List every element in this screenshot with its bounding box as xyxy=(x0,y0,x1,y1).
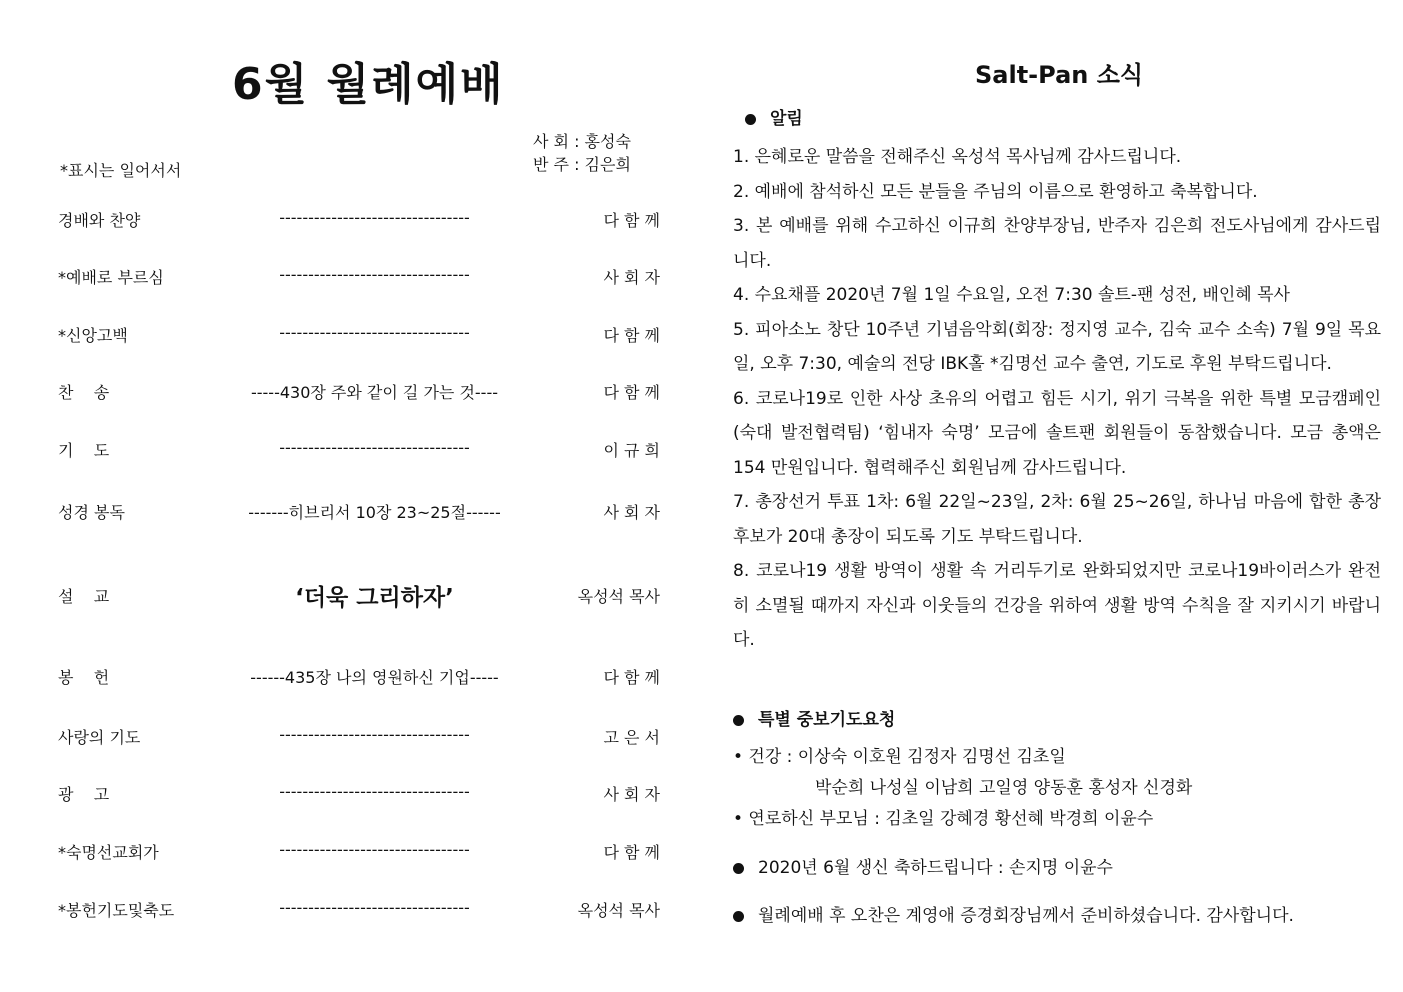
order-item-label: 성경 봉독 xyxy=(58,503,125,522)
order-item xyxy=(0,438,700,464)
notice-item: 7. 총장선거 투표 1차: 6월 22일~23일, 2차: 6월 25~26일, 하나님 마음에 합한 총장 후보가 20대 총장이 되도록 기도 부탁드립니다. xyxy=(733,492,1381,547)
order-item-detail: --------------------------------- xyxy=(279,898,470,917)
order-item-detail: --------------------------------- xyxy=(279,265,470,284)
birthday-text: 2020년 6월 생신 축하드립니다 : 손지명 이윤수 xyxy=(758,858,1113,878)
page-title: 6월 월례예배 xyxy=(232,59,505,110)
order-item-label: 기 도 xyxy=(58,441,110,460)
order-item-label: 봉 헌 xyxy=(58,668,110,687)
bullet-icon xyxy=(745,114,756,125)
order-item-detail: ------435장 나의 영원하신 기업----- xyxy=(250,668,499,687)
order-item xyxy=(0,500,700,526)
order-item-person: 사 회 자 xyxy=(603,268,660,287)
order-item-person: 이 규 희 xyxy=(603,441,660,460)
order-item xyxy=(0,323,700,349)
order-item-detail: --------------------------------- xyxy=(279,725,470,744)
order-item-person: 고 은 서 xyxy=(603,728,660,747)
order-item xyxy=(0,840,700,866)
order-item-label: 설 교 xyxy=(58,587,110,606)
leader-host: 사 회 : 홍성숙 xyxy=(533,132,631,151)
order-item-person: 다 함 께 xyxy=(603,668,660,687)
order-item-detail: --------------------------------- xyxy=(279,782,470,801)
leader-accompanist: 반 주 : 김은희 xyxy=(533,155,631,174)
lunch-text: 월례예배 후 오찬은 계영애 증경회장님께서 준비하셨습니다. 감사합니다. xyxy=(758,906,1294,926)
order-item-label: 사랑의 기도 xyxy=(58,728,141,747)
bullet-icon xyxy=(733,911,744,922)
notice-item: 6. 코로나19로 인한 사상 초유의 어렵고 힘든 시기, 위기 극복을 위한 특별 모금캠페인(숙대 발전협력팀) ‘힘내자 숙명’ 모금에 솔트팬 회원들이 동참했습니다. 모금 총액은 154 만원입니다. 협력해주신 회원님께 감사드립니다. xyxy=(733,388,1381,478)
notice-item: 3. 본 예배를 위해 수고하신 이규희 찬양부장님, 반주자 김은희 전도사님에게 감사드립니다. xyxy=(733,216,1381,271)
order-item-sermon xyxy=(0,584,700,610)
order-item-person: 다 함 께 xyxy=(603,843,660,862)
order-item-detail: -------히브리서 10장 23~25절------ xyxy=(248,503,501,522)
order-item xyxy=(0,725,700,751)
bullet-icon xyxy=(733,715,744,726)
order-item-person: 다 함 께 xyxy=(603,326,660,345)
order-item-person: 다 함 께 xyxy=(603,383,660,402)
order-item xyxy=(0,380,700,406)
leaders xyxy=(533,130,631,176)
order-item-detail: --------------------------------- xyxy=(279,323,470,342)
notice-item: 1. 은혜로운 말씀을 전해주신 옥성석 목사님께 감사드립니다. xyxy=(733,147,1182,167)
notice-item: 2. 예배에 참석하신 모든 분들을 주님의 이름으로 환영하고 축복합니다. xyxy=(733,181,1258,202)
order-item-label: *봉헌기도및축도 xyxy=(58,901,175,920)
birthday-line xyxy=(733,853,1113,878)
order-item-detail: -----430장 주와 같이 길 가는 것---- xyxy=(250,383,499,402)
order-item xyxy=(0,208,700,234)
order-item-person: 옥성석 목사 xyxy=(577,901,660,920)
order-item xyxy=(0,782,700,808)
lunch-line xyxy=(733,901,1294,926)
order-item-label: 경배와 찬양 xyxy=(58,211,141,230)
notice-heading xyxy=(745,104,803,129)
prayer-health: • 건강 : 이상숙 이호원 김정자 김명선 김초일 xyxy=(733,747,1066,767)
notice-heading-text: 알림 xyxy=(770,109,803,129)
order-item-label: *신앙고백 xyxy=(58,326,128,345)
prayer-heading-text: 특별 중보기도요청 xyxy=(758,710,896,730)
order-item-person: 다 함 께 xyxy=(603,211,660,230)
prayer-list xyxy=(733,742,1192,835)
prayer-heading xyxy=(733,705,895,730)
order-item-person: 옥성석 목사 xyxy=(577,587,660,606)
order-item-person: 사 회 자 xyxy=(603,503,660,522)
notice-list xyxy=(733,140,1381,658)
standing-note: *표시는 일어서서 xyxy=(60,161,182,180)
sermon-title: ‘더욱 그리하자’ xyxy=(295,585,454,611)
order-item-person: 사 회 자 xyxy=(603,785,660,804)
notice-item: 8. 코로나19 생활 방역이 생활 속 거리두기로 완화되었지만 코로나19바이러스가 완전히 소멸될 때까지 자신과 이웃들의 건강을 위하여 생활 방역 수칙을 잘 지키시기 바랍니다. xyxy=(733,561,1381,650)
order-item xyxy=(0,265,700,291)
news-title: Salt-Pan 소식 xyxy=(975,61,1144,89)
order-item-detail: --------------------------------- xyxy=(279,840,470,859)
order-item-label: *예배로 부르심 xyxy=(58,268,164,287)
order-item xyxy=(0,898,700,924)
bullet-icon xyxy=(733,863,744,874)
order-item-detail: --------------------------------- xyxy=(279,438,470,457)
order-item-label: 찬 송 xyxy=(58,383,110,402)
notice-item: 4. 수요채플 2020년 7월 1일 수요일, 오전 7:30 솔트-팬 성전, 배인혜 목사 xyxy=(733,285,1290,305)
prayer-health-cont: 박순희 나성실 이남희 고일영 양동훈 홍성자 신경화 xyxy=(815,778,1193,798)
notice-item: 5. 피아소노 창단 10주년 기념음악회(회장: 정지영 교수, 김숙 교수 소속) 7월 9일 목요일, 오후 7:30, 예술의 전당 IBK홀 *김명선 교수 출연, 기도로 후원 부탁드립니다. xyxy=(733,319,1381,374)
order-item-label: 광 고 xyxy=(58,785,110,804)
order-item-detail: --------------------------------- xyxy=(279,208,470,227)
prayer-elders: • 연로하신 부모님 : 김초일 강혜경 황선혜 박경희 이윤수 xyxy=(733,809,1154,829)
order-item xyxy=(0,665,700,691)
order-item-label: *숙명선교회가 xyxy=(58,843,159,862)
